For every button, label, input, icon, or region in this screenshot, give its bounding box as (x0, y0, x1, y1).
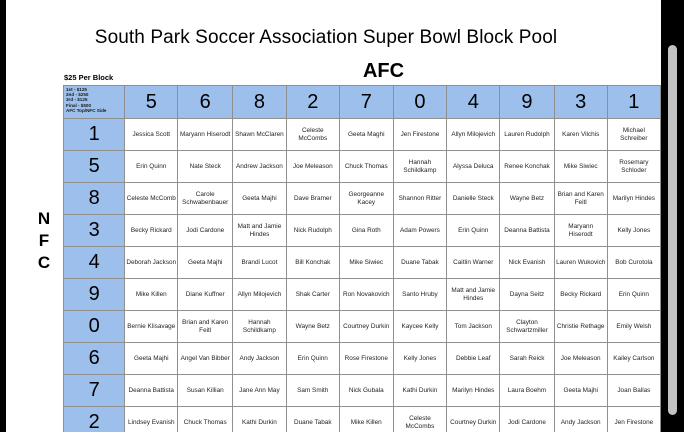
block-cell-8-3[interactable]: Sam Smith (286, 375, 339, 407)
vertical-scrollbar[interactable] (661, 0, 684, 432)
price-per-block-label: $25 Per Block (64, 73, 114, 82)
prize-legend-line-3: Final - $500 (66, 102, 92, 108)
prize-legend-line-2: 3rd - $125 (66, 97, 88, 103)
afc-column-header-4[interactable]: 7 (339, 86, 393, 119)
block-cell-1-4[interactable]: Chuck Thomas (339, 151, 393, 183)
block-cell-2-7[interactable]: Wayne Betz (500, 183, 554, 215)
block-cell-3-1[interactable]: Jodi Cardone (178, 215, 233, 247)
block-cell-1-3[interactable]: Joe Meleason (286, 151, 339, 183)
block-cell-3-6[interactable]: Erin Quinn (447, 215, 500, 247)
block-cell-5-3[interactable]: Shak Carter (286, 279, 339, 311)
nfc-row-header-0[interactable]: 1 (64, 119, 125, 151)
nfc-row-header-3[interactable]: 3 (64, 215, 125, 247)
nfc-letter-0: N (37, 209, 51, 228)
block-cell-4-6[interactable]: Caitlin Warner (447, 247, 500, 279)
block-cell-6-1[interactable]: Brian and Karen Feitl (178, 311, 233, 343)
block-cell-4-8[interactable]: Lauren Wukovich (554, 247, 607, 279)
block-cell-4-9[interactable]: Bob Curotola (607, 247, 660, 279)
page-title (6, 27, 646, 49)
prize-legend-line-0: 1st - $125 (66, 87, 87, 92)
block-cell-2-4[interactable]: Georgeanne Kacey (339, 183, 393, 215)
block-cell-5-0[interactable]: Mike Killen (125, 279, 178, 311)
block-cell-8-1[interactable]: Susan Killian (178, 375, 233, 407)
prize-legend-line-4: AFC Top/NFC Side (66, 107, 107, 113)
afc-column-header-6[interactable]: 4 (447, 86, 500, 119)
block-cell-3-4[interactable]: Gina Roth (339, 215, 393, 247)
block-cell-2-9[interactable]: Marilyn Hindes (607, 183, 660, 215)
block-cell-8-9[interactable]: Joan Ballas (607, 375, 660, 407)
block-pool-grid (63, 85, 661, 432)
block-cell-6-0[interactable]: Bernie Klisavage (125, 311, 178, 343)
block-cell-4-7[interactable]: Nick Evanish (500, 247, 554, 279)
block-cell-6-2[interactable]: Hannah Schildkamp (233, 311, 287, 343)
block-cell-6-3[interactable]: Wayne Betz (286, 311, 339, 343)
block-cell-8-8[interactable]: Geeta Majhi (554, 375, 607, 407)
afc-column-header-3[interactable]: 2 (286, 86, 339, 119)
block-cell-1-8[interactable]: Mike Siwiec (554, 151, 607, 183)
vertical-scrollbar-thumb[interactable] (668, 45, 677, 415)
afc-column-header-7[interactable]: 9 (500, 86, 554, 119)
block-cell-0-6[interactable]: Allyn Milojevich (447, 119, 500, 151)
nfc-conference-label (26, 208, 62, 274)
block-cell-5-8[interactable]: Becky Rickard (554, 279, 607, 311)
block-cell-2-6[interactable]: Danielle Steck (447, 183, 500, 215)
block-cell-1-7[interactable]: Renee Konchak (500, 151, 554, 183)
block-cell-5-6[interactable]: Matt and Jamie Hindes (447, 279, 500, 311)
block-cell-6-4[interactable]: Courtney Durkin (339, 311, 393, 343)
block-cell-7-7[interactable]: Sarah Reick (500, 343, 554, 375)
nfc-row-header-5[interactable]: 9 (64, 279, 125, 311)
block-cell-5-5[interactable]: Santo Hruby (393, 279, 447, 311)
block-cell-9-4[interactable]: Mike Killen (339, 407, 393, 432)
block-cell-9-2[interactable]: Kathi Durkin (233, 407, 287, 432)
block-cell-9-6[interactable]: Courtney Durkin (447, 407, 500, 432)
block-cell-9-8[interactable]: Andy Jackson (554, 407, 607, 432)
block-cell-6-8[interactable]: Christie Rethage (554, 311, 607, 343)
block-cell-4-2[interactable]: Brandi Lucot (233, 247, 287, 279)
block-cell-9-1[interactable]: Chuck Thomas (178, 407, 233, 432)
block-cell-9-5[interactable]: Celeste McCombs (393, 407, 447, 432)
block-cell-0-4[interactable]: Geeta Maghi (339, 119, 393, 151)
block-cell-2-8[interactable]: Brian and Karen Feitl (554, 183, 607, 215)
block-cell-4-0[interactable]: Deborah Jackson (125, 247, 178, 279)
grid-header-row (64, 86, 661, 119)
block-cell-4-4[interactable]: Mike Siwiec (339, 247, 393, 279)
block-cell-4-1[interactable]: Geeta Majhi (178, 247, 233, 279)
table-row (64, 247, 661, 279)
nfc-row-header-1[interactable]: 5 (64, 151, 125, 183)
block-cell-7-2[interactable]: Andy Jackson (233, 343, 287, 375)
block-cell-0-0[interactable]: Jessica Scott (125, 119, 178, 151)
block-cell-7-1[interactable]: Angel Van Bibber (178, 343, 233, 375)
block-cell-5-2[interactable]: Allyn Milojevich (233, 279, 287, 311)
block-cell-3-9[interactable]: Kelly Jones (607, 215, 660, 247)
block-cell-0-3[interactable]: Celeste McCombs (286, 119, 339, 151)
block-cell-7-0[interactable]: Geeta Majhi (125, 343, 178, 375)
block-cell-1-2[interactable]: Andrew Jackson (233, 151, 287, 183)
afc-column-header-8[interactable]: 3 (554, 86, 607, 119)
block-cell-2-0[interactable]: Celeste McComb (125, 183, 178, 215)
block-cell-0-5[interactable]: Jen Firestone (393, 119, 447, 151)
block-cell-9-3[interactable]: Duane Tabak (286, 407, 339, 432)
afc-column-header-9[interactable]: 1 (607, 86, 660, 119)
block-cell-1-0[interactable]: Erin Quinn (125, 151, 178, 183)
block-cell-7-3[interactable]: Erin Quinn (286, 343, 339, 375)
block-cell-1-1[interactable]: Nate Steck (178, 151, 233, 183)
block-cell-2-3[interactable]: Dave Bramer (286, 183, 339, 215)
block-cell-0-1[interactable]: Maryann Hiserodt (178, 119, 233, 151)
block-cell-7-4[interactable]: Rose Firestone (339, 343, 393, 375)
nfc-row-header-4[interactable]: 4 (64, 247, 125, 279)
table-row (64, 183, 661, 215)
block-cell-6-7[interactable]: Clayton Schwartzmiller (500, 311, 554, 343)
block-cell-8-7[interactable]: Laura Boehm (500, 375, 554, 407)
page-title-text: South Park Soccer Association Super Bowl Block Pool (94, 27, 558, 48)
block-cell-5-7[interactable]: Dayna Seitz (500, 279, 554, 311)
nfc-row-header-2[interactable]: 8 (64, 183, 125, 215)
block-cell-3-7[interactable]: Deanna Battista (500, 215, 554, 247)
block-cell-1-9[interactable]: Rosemary Schloder (607, 151, 660, 183)
block-cell-1-5[interactable]: Hannah Schildkamp (393, 151, 447, 183)
block-cell-8-4[interactable]: Nick Gubala (339, 375, 393, 407)
block-cell-2-1[interactable]: Carole Schwabenbauer (178, 183, 233, 215)
block-cell-7-8[interactable]: Joe Meleason (554, 343, 607, 375)
prize-legend-cell (64, 86, 125, 119)
afc-column-header-2[interactable]: 8 (233, 86, 287, 119)
block-cell-0-7[interactable]: Lauren Rudolph (500, 119, 554, 151)
table-row (64, 311, 661, 343)
afc-column-header-1[interactable]: 6 (178, 86, 233, 119)
block-cell-0-8[interactable]: Karen Vilchis (554, 119, 607, 151)
block-cell-5-4[interactable]: Ron Novakovich (339, 279, 393, 311)
block-cell-8-2[interactable]: Jane Ann May (233, 375, 287, 407)
block-cell-1-6[interactable]: Alyssa Deluca (447, 151, 500, 183)
block-cell-2-5[interactable]: Shannon Ritter (393, 183, 447, 215)
table-row (64, 279, 661, 311)
block-cell-3-3[interactable]: Nick Rudolph (286, 215, 339, 247)
block-cell-6-6[interactable]: Tom Jackson (447, 311, 500, 343)
block-cell-9-7[interactable]: Jodi Cardone (500, 407, 554, 432)
nfc-letter-2: C (37, 253, 51, 272)
block-cell-0-9[interactable]: Michael Schreiber (607, 119, 660, 151)
block-cell-8-5[interactable]: Kathi Durkin (393, 375, 447, 407)
block-pool-grid-body (64, 86, 661, 432)
block-cell-5-1[interactable]: Diane Kuffner (178, 279, 233, 311)
block-cell-9-0[interactable]: Lindsey Evanish (125, 407, 178, 432)
afc-column-header-0[interactable]: 5 (125, 86, 178, 119)
block-cell-5-9[interactable]: Erin Quinn (607, 279, 660, 311)
block-cell-0-2[interactable]: Shawn McClaren (233, 119, 287, 151)
block-cell-8-0[interactable]: Deanna Battista (125, 375, 178, 407)
prize-legend-line-1: 2nd - $250 (66, 92, 89, 98)
afc-column-header-5[interactable]: 0 (393, 86, 447, 119)
block-cell-6-9[interactable]: Emily Welsh (607, 311, 660, 343)
block-cell-2-2[interactable]: Geeta Majhi (233, 183, 287, 215)
table-row (64, 343, 661, 375)
block-cell-7-5[interactable]: Kelly Jones (393, 343, 447, 375)
block-cell-9-9[interactable]: Jen Firestone (607, 407, 660, 432)
block-cell-3-0[interactable]: Becky Rickard (125, 215, 178, 247)
table-row (64, 407, 661, 432)
block-cell-7-9[interactable]: Kailey Carlson (607, 343, 660, 375)
nfc-row-header-6[interactable]: 0 (64, 311, 125, 343)
table-row (64, 119, 661, 151)
table-row (64, 151, 661, 183)
block-cell-8-6[interactable]: Marilyn Hindes (447, 375, 500, 407)
nfc-letter-1: F (38, 231, 50, 250)
table-row (64, 375, 661, 407)
afc-conference-label: AFC (362, 60, 405, 82)
block-cell-4-3[interactable]: Bill Konchak (286, 247, 339, 279)
block-cell-3-8[interactable]: Maryann Hiserodt (554, 215, 607, 247)
nfc-row-header-7[interactable]: 6 (64, 343, 125, 375)
prize-legend (66, 87, 122, 113)
nfc-row-header-8[interactable]: 7 (64, 375, 125, 407)
spreadsheet-page (6, 0, 661, 432)
block-cell-7-6[interactable]: Debbie Leaf (447, 343, 500, 375)
block-cell-4-5[interactable]: Duane Tabak (393, 247, 447, 279)
block-cell-3-5[interactable]: Adam Powers (393, 215, 447, 247)
block-cell-3-2[interactable]: Matt and Jamie Hindes (233, 215, 287, 247)
nfc-row-header-9[interactable]: 2 (64, 407, 125, 432)
block-cell-6-5[interactable]: Kaycee Kelly (393, 311, 447, 343)
table-row (64, 215, 661, 247)
